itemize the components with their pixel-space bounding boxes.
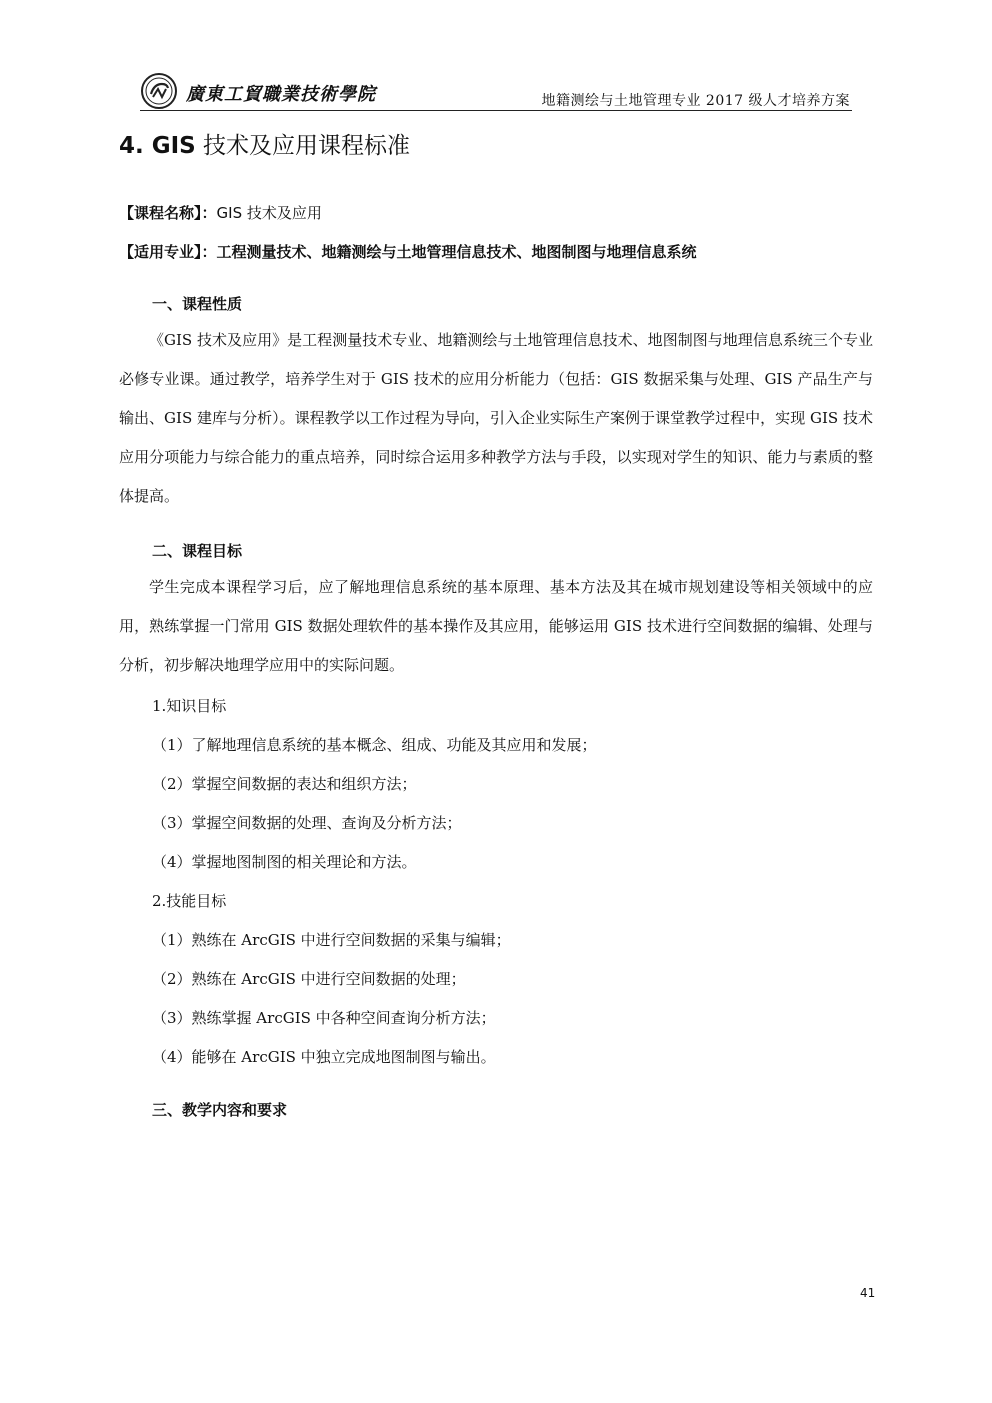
section-2-body: 学生完成本课程学习后，应了解地理信息系统的基本原理、基本方法及其在城市规划建设等相关领域中的应用，熟练掌握一门常用 GIS 数据处理软件的基本操作及其应用，能够运用 GIS 技术进行空间数据的编辑、处理与分析，初步解决地理学应用中的实际问题。 xyxy=(119,578,873,674)
list-item: （1）熟练在 ArcGIS 中进行空间数据的采集与编辑； xyxy=(152,931,511,949)
section-1-body: 《GIS 技术及应用》是工程测量技术专业、地籍测绘与土地管理信息技术、地图制图与地理信息系统三个专业必修专业课。通过教学，培养学生对于 GIS 技术的应用分析能力（包括：GIS 数据采集与处理、GIS 产品生产与输出、GIS 建库与分析）。课程教学以工作过程为导向，引入企业实际生产案例于课堂教学过程中，实现 GIS 技术应用分项能力与综合能力的重点培养，同时综合运用多种教学方法与手段，以实现对学生的知识、能力与素质的整体提高。 xyxy=(119,331,873,505)
majors-line xyxy=(119,241,879,262)
list-item: （3）熟练掌握 ArcGIS 中各种空间查询分析方法； xyxy=(152,1009,496,1027)
course-name-line xyxy=(119,202,879,223)
list-item: （4）能够在 ArcGIS 中独立完成地图制图与输出。 xyxy=(152,1048,496,1066)
list-item: （2）熟练在 ArcGIS 中进行空间数据的处理； xyxy=(152,970,466,988)
list-item: （4）掌握地图制图的相关理论和方法。 xyxy=(152,853,417,871)
college-name: 廣東工貿職業技術學院 xyxy=(186,84,376,105)
majors-label: 【适用专业】： xyxy=(119,243,217,261)
list-item: （2）掌握空间数据的表达和组织方法； xyxy=(152,775,417,793)
page-title xyxy=(119,127,410,160)
course-name-label: 【课程名称】： xyxy=(119,204,217,222)
list-item: （1）了解地理信息系统的基本概念、组成、功能及其应用和发展； xyxy=(152,736,597,754)
heading-title: 技术及应用课程标准 xyxy=(195,133,411,159)
heading-number: 4. GIS xyxy=(119,133,196,159)
document-title: 地籍测绘与土地管理专业 2017 级人才培养方案 xyxy=(541,93,850,109)
page-number: 41 xyxy=(860,1286,876,1300)
section-3-title: 三、教学内容和要求 xyxy=(152,1101,288,1119)
page-header xyxy=(140,72,852,111)
knowledge-goals-title: 1.知识目标 xyxy=(152,697,227,715)
section-2-title: 二、课程目标 xyxy=(152,542,243,560)
section-1-title: 一、课程性质 xyxy=(152,295,243,313)
majors-value: 工程测量技术、地籍测绘与土地管理信息技术、地图制图与地理信息系统 xyxy=(216,243,697,261)
college-logo-icon xyxy=(140,72,178,110)
course-name-value: GIS 技术及应用 xyxy=(216,204,322,222)
skill-goals-title: 2.技能目标 xyxy=(152,892,227,910)
list-item: （3）掌握空间数据的处理、查询及分析方法； xyxy=(152,814,462,832)
